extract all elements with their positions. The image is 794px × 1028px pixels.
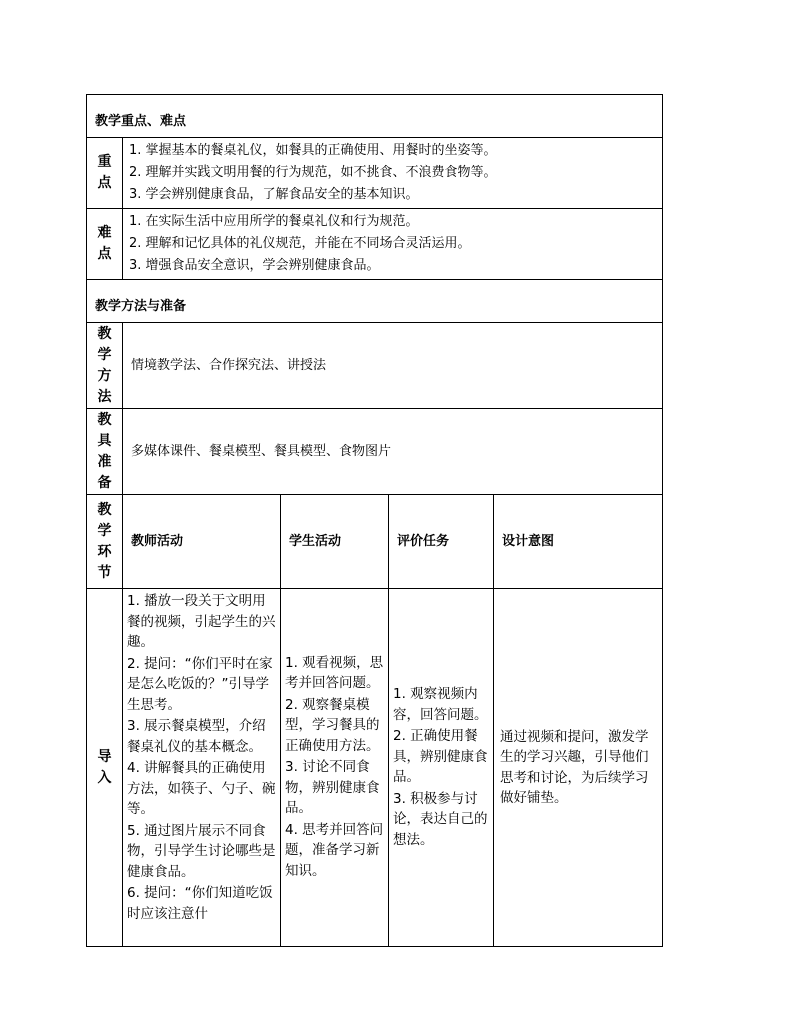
list-item: 3. 增强食品安全意识，学会辨别健康食品。 <box>129 258 380 273</box>
list-item: 1. 在实际生活中应用所学的餐桌礼仪和行为规范。 <box>129 214 419 229</box>
intro-label: 导入 <box>87 589 123 947</box>
intro-student-activity <box>281 589 389 947</box>
intro-evaluation-task <box>389 589 494 947</box>
difficult-points-list <box>123 209 663 280</box>
key-points-list <box>123 138 663 209</box>
header-student-activity: 学生活动 <box>281 495 389 589</box>
list-item: 2. 观察餐桌模型，学习餐具的正确使用方法。 <box>285 696 380 754</box>
key-points-label: 重点 <box>87 138 123 209</box>
header-teacher-activity: 教师活动 <box>123 495 281 589</box>
list-item: 1. 观看视频，思考并回答问题。 <box>285 654 384 692</box>
list-item: 2. 提问：“你们平时在家是怎么吃饭的？”引导学生思考。 <box>127 655 273 713</box>
list-item: 1. 掌握基本的餐桌礼仪，如餐具的正确使用、用餐时的坐姿等。 <box>129 143 497 158</box>
list-item: 4. 思考并回答问题，准备学习新知识。 <box>285 821 384 879</box>
list-item: 3. 学会辨别健康食品，了解食品安全的基本知识。 <box>129 187 419 202</box>
list-item: 1. 播放一段关于文明用餐的视频，引起学生的兴趣。 <box>127 593 276 650</box>
list-item: 2. 理解和记忆具体的礼仪规范，并能在不同场合灵活运用。 <box>129 236 471 251</box>
teaching-process-label: 教学环节 <box>87 495 123 589</box>
header-design-intent: 设计意图 <box>494 495 663 589</box>
lesson-plan-table <box>86 94 663 947</box>
list-item: 1. 观察视频内容，回答问题。 <box>393 686 488 723</box>
list-item: 3. 积极参与讨论，表达自己的想法。 <box>393 790 488 848</box>
section-title-key-points: 教学重点、难点 <box>87 95 663 138</box>
header-evaluation-task: 评价任务 <box>389 495 494 589</box>
teaching-method-value: 情境教学法、合作探究法、讲授法 <box>123 323 663 409</box>
section-title-methods: 教学方法与准备 <box>87 280 663 323</box>
difficult-points-label: 难点 <box>87 209 123 280</box>
intro-teacher-activity <box>123 589 281 947</box>
list-item: 3. 展示餐桌模型，介绍餐桌礼仪的基本概念。 <box>127 718 266 755</box>
intro-design-intent: 通过视频和提问，激发学生的学习兴趣，引导他们思考和讨论，为后续学习做好铺垫。 <box>494 589 663 947</box>
list-item: 6. 提问：“你们知道吃饭时应该注意什 <box>127 885 273 922</box>
teaching-method-label: 教学方法 <box>87 323 123 409</box>
lesson-plan-document <box>86 94 662 947</box>
list-item: 4. 讲解餐具的正确使用方法，如筷子、勺子、碗等。 <box>127 760 276 817</box>
teaching-tools-value: 多媒体课件、餐桌模型、餐具模型、食物图片 <box>123 409 663 495</box>
teaching-tools-label: 教具准备 <box>87 409 123 495</box>
list-item: 2. 理解并实践文明用餐的行为规范，如不挑食、不浪费食物等。 <box>129 165 497 180</box>
list-item: 3. 讨论不同食物，辨别健康食品。 <box>285 759 380 817</box>
list-item: 2. 正确使用餐具，辨别健康食品。 <box>393 728 488 785</box>
list-item: 5. 通过图片展示不同食物，引导学生讨论哪些是健康食品。 <box>127 822 276 880</box>
